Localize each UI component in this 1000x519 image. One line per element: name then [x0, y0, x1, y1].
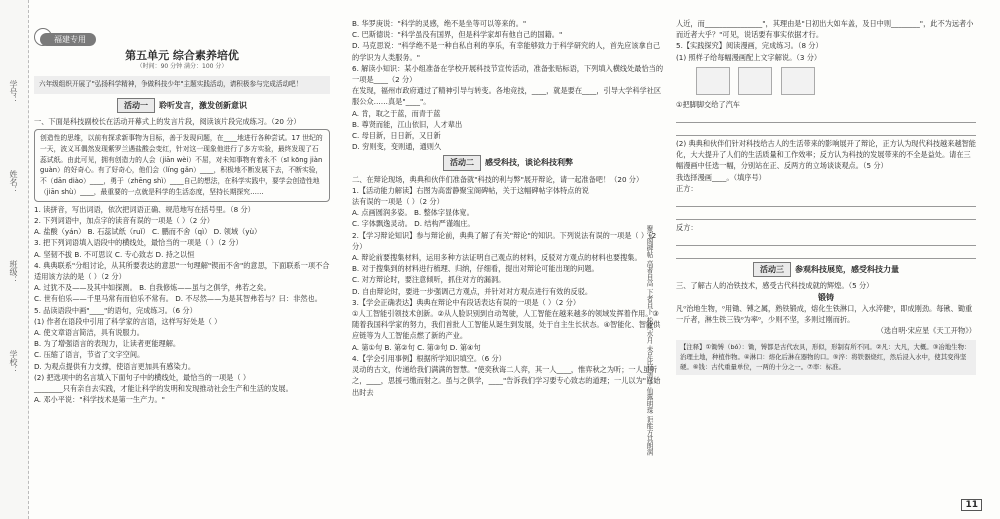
- answer-line[interactable]: [676, 235, 976, 246]
- q-item: 反方：: [676, 223, 698, 233]
- student-id-label: 学号：: [9, 80, 18, 104]
- class-label: 班级：: [9, 260, 18, 284]
- q-item: 正方：: [676, 183, 698, 193]
- calligraphy-rubbing: 聚宝阁碑帖 高者自高 下者自下 松风水月 未足比其清华 仙露明珠 讵能方其朗润: [645, 225, 653, 456]
- q-item: A. 肯，取之于蓝，而青于蓝: [352, 108, 441, 118]
- right-column: [676, 18, 976, 375]
- q-item: 3. 把下列词语填入语段中的横线处，最恰当的一项是（ ）（2 分）: [34, 238, 243, 248]
- q-item: A. 盐酸（yán） B. 石蕊试纸（ruǐ） C. 鹏而不舍（qì） D. 领域（yù）: [34, 227, 262, 237]
- q-item: C. 对方辩论时，要注意倾听，抓住对方的漏洞。: [352, 275, 506, 285]
- answer-line[interactable]: [676, 125, 976, 136]
- q-item: 在发现，福州市政府通过了精神引导与转变。各地竞技，____，就是要在____，引导大学科学社区服公众……真是"____"。: [352, 86, 662, 107]
- q-item: C. 压缩了语言，节省了文字空间。: [34, 350, 145, 360]
- q-item: 2. 下列词语中，加点字的读音有误的一项是（ ）（2 分）: [34, 216, 214, 225]
- q-item: A. 邓小平说："科学技术是第一生产力。": [34, 395, 165, 405]
- comic-image-1: [696, 67, 730, 95]
- q-item: 1.【活动能力解读】右图为高雷静聚宝阁碑帖，关于这幅碑帖字体特点的说法有误的一项是（ ）（2 分）: [352, 185, 589, 207]
- q-item: 5. 品读语段中画"____"的语句，完成练习。（6 分）: [34, 305, 197, 315]
- question-one: 一、下面是科技副校长在活动开幕式上的发言片段，阅读该片段完成练习。（20 分）: [34, 116, 301, 126]
- q-item: D. 穷则变，变则通，通则久: [352, 142, 442, 152]
- q-item: A. 过犹不及——及其中如探测。 B. 自我修炼——虽与之俱学，弗若之矣。: [34, 283, 271, 293]
- source-citation: （选自明·宋应星《天工开物》）: [876, 326, 976, 336]
- q-item: A. 坚韧不拔 B. 不可思议 C. 专心致志 D. 持之以恒: [34, 249, 195, 259]
- q-item: B. 华罗庚说："科学的灵感，绝不是坐等可以等来的。": [352, 19, 527, 28]
- page-number: 11: [961, 499, 982, 511]
- question-two: 二、在辩论现场，典典和伙伴们准备就"科技的利与弊"展开辩论，请一起准备吧！（20 分）: [352, 174, 644, 184]
- q-item: B. 对于搜集到的材料进行梳理、归纳，仔细看，提出对辩论可能出现的问题。: [352, 264, 599, 274]
- name-label: 姓名：: [9, 170, 18, 194]
- q-item: D. 为观点提供有力支撑，使语言更加具有感染力。: [34, 361, 196, 371]
- comic-images: [696, 67, 976, 95]
- intro-box: 六年级组织开展了"弘扬科学精神，争做科技少年"主题实践活动，请积极参与完成活动吧！: [34, 76, 330, 93]
- question-three: 三、了解古人的冶铁技术，感受古代科技成就的辉煌。（5 分）: [676, 281, 874, 291]
- q-item: 3.【学会正确表达】典典在辩论中有段话表达有误的一项是（ ）（2 分）: [352, 297, 581, 307]
- q-item: (1) 照样子给每幅漫画配上文字解说。（3 分）: [676, 52, 822, 62]
- q-item: (2) 把选项中的名言填入下面句子中的横线处，最恰当的一项是（ ）: [34, 372, 251, 382]
- q-item: ①人工智能引领技术创新。②从人脸识别到自动驾驶，人工智能在越来越多的领域发挥着作用。③随着我国科学家的努力，我们首批人工智能从诞生到发展，处于自主生长状态。④智能化、智能供应链等为人工智能点燃了新的产业。: [352, 309, 661, 341]
- q-item: C. 巴斯德说："科学虽没有国界，但是科学家却有他自己的国籍。": [352, 30, 563, 40]
- q-item: 灵动的古文，传递给我们满满的智慧。"使奕秋诲二人弈，其一人____，惟弈秋之为听；一人虽听之，____，思援弓缴而射之。虽与之俱学，____"告诉我们学习要专心致志的道理；一儿以为"日始出时去: [352, 365, 661, 397]
- q-item: 5.【实践探究】阅读漫画，完成练习。（8 分）: [676, 41, 823, 51]
- reading-passage: 创造性的思维，以前有探求新事物为目标，善于发现问题，在____地进行各种尝试。17 世纪的一天，波义耳偶然发现紫罗兰遇盐酸会变红，针对这一现象他进行了多方实验，最终发现了石蕊试纸。由此可见，拥有创造力的人会（jiān wèi）不屈，对未知事物有着永不（sī kōng jiàn guàn）的好奇心。有了好奇心，他们会（líng gǎn）____，积极地不断发展下去，不断实验，不（dān diào）____，勇于（zhēng shì）____自己的想法，在科学实践中，要学会创造性地（jiān shù）____，最重要的一点就是科学的生活态度，坚持长期探究……: [34, 129, 330, 202]
- activity-two-header: 活动二 感受科技，谈论科技利弊: [352, 155, 664, 170]
- q-item: B. 为了增强语言的表现力，让读者更能理解。: [34, 339, 181, 349]
- answer-line[interactable]: [676, 248, 976, 259]
- q-item: C. 字体飘逸灵动。 D. 结构严谨端庄。: [352, 219, 475, 229]
- q-item: (2) 典典和伙伴们针对科技给古人的生活带来的影响展开了辩论，正方认为现代科技越来越智能化，大大提升了人们的生活质量和工作效率；反方认为科技的发展带来的不全是益处。请在三幅漫画中任选一幅，分别站在正、反两方的立场谈谈观点。（5 分）: [676, 139, 976, 171]
- region-badge: 福建专用: [40, 33, 96, 46]
- q-item: 6. 解读小知识：某小组准备在学校开展科技节宣传活动，准备张贴标语，下列填入横线处最恰当的一项是____（2 分）: [352, 63, 664, 85]
- binding-strip: [0, 0, 29, 519]
- poem-title: 锻铸: [818, 292, 834, 302]
- school-label: 学校：: [9, 350, 18, 374]
- answer-line[interactable]: [676, 112, 976, 123]
- q-item: C. 母目新，日日新，又日新: [352, 131, 441, 141]
- answer-line[interactable]: [676, 209, 976, 220]
- annotation-box: 【注释】①锄镈（bó）：锄，镈都是古代农具，形似，形制有所不同。②凡：大凡，大概。③冶地生物：治理土地，种植作物。④淋口：熔化后淋在器物的口。⑤淬：将铁器烧红，然后浸入水中，使其变得坚硬。⑥钱：古代重量单位，一两的十分之一。⑦率：标准。: [676, 340, 976, 375]
- q-item: D. 马克思说："科学绝不是一种自私自利的享乐，有幸能够致力于科学研究的人，首先应该拿自己的学识为人类服务。": [352, 41, 661, 62]
- q-item: 1. 读拼音，写出词语，依次把词语正确、规范地写在括号里。（8 分）: [34, 204, 255, 214]
- page-title: 第五单元 综合素养培优: [125, 49, 239, 62]
- q-item: A. 第①句 B. 第②句 C. 第③句 D. 第④句: [352, 342, 481, 352]
- classical-passage: 凡⁰治地生物，⁰用锄、镈之属，熟铁锻成，熔化生铁淋口，入水淬健⁰，即成刚劲。每锹、锄重一斤者，淋生铁三钱⁰为率⁰，少则不坚，多则过刚而折。: [676, 303, 973, 325]
- q-item: D. 自由辩论时，要进一步强调己方观点，并针对对方观点进行有效的反驳。: [352, 286, 593, 296]
- activity-one-header: 活动一 聆听发言，激发创新意识: [34, 98, 330, 113]
- q-item: A. 辩论前要搜集材料，运用多种方法证明自己观点的材料，反驳对方观点的材料也要搜集。: [352, 253, 642, 263]
- q-item: 4. 典典联系"分组讨论，从其所要表达的意思"一句理解"锲而不舍"的意思，下面联系一项不合适用该方法的是（ ）（2 分）: [34, 260, 330, 282]
- q-item: ①把脚脚交给了汽车: [676, 99, 740, 109]
- q-item: 2.【学习辩论知识】参与辩论前，典典了解了有关"辩论"的知识。下列说法有误的一项是（ ）（2 分）: [352, 230, 657, 251]
- comic-image-3: [781, 67, 815, 95]
- q-item: B. 尊贤而能，江山依旧，人才辈出: [352, 119, 463, 129]
- q-item: ________只有亲自去实践，才能让科学的发明和发现推动社会生产和生活的发展。: [34, 384, 293, 394]
- q-item: 我选择漫画____。（填序号）: [676, 172, 766, 182]
- comic-image-2: [738, 67, 772, 95]
- exam-meta: （时间：90 分钟 满分：100 分）: [136, 63, 228, 71]
- q-item: (1) 作者在语段中引用了科学家的言语，这样写好处是（ ）: [34, 316, 222, 326]
- q-item: 4.【学会引用事例】根据所学知识填空。（6 分）: [352, 353, 506, 363]
- q-item: C. 世有伯乐——千里马常有而伯乐不常有。 D. 不尽然——为是其智弗若与？曰：非然也。: [34, 294, 322, 304]
- left-column: [34, 18, 330, 405]
- activity-three-header: 活动三 参观科技展览，感受科技力量: [676, 262, 976, 277]
- answer-line[interactable]: [676, 196, 976, 207]
- q-item: 人近，而________________"，其理由是"日初出大如车盖，及日中则________"，此不为远者小而近者大乎？"可见，说话要有事实依据才行。: [676, 19, 974, 40]
- q-item: A. 点画圆润多姿。 B. 整体字显体宽。: [352, 208, 474, 218]
- q-item: A. 使文章语言简洁，具有说服力。: [34, 328, 144, 338]
